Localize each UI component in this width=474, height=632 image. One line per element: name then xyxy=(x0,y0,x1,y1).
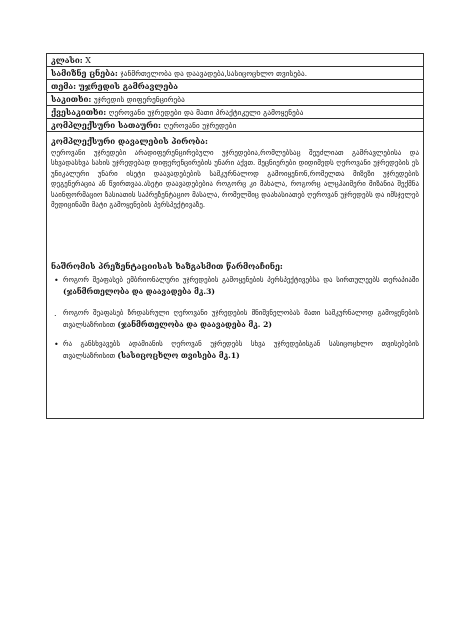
list-item-text: როგორ შეაფასებ ზრდასრული ღეროვანი უჯრედების მნიშვნელობას მათი სამკურნალოდ გამოყენების თვალსაზრისით xyxy=(63,309,419,329)
complex-title-label: კომპლექსური სათაური: xyxy=(51,120,162,130)
class-row xyxy=(47,54,423,67)
subquestion-row xyxy=(47,106,423,119)
class-value: X xyxy=(85,56,91,65)
objective-value: ჯანმრთელობა და დაავადება,სასიცოცხლო თვისება. xyxy=(120,69,308,78)
list-item xyxy=(54,339,419,362)
list-item xyxy=(54,308,419,331)
complex-title-row xyxy=(47,119,423,132)
list-item-text: რა განსხვავებს ადამიანის ღეროვან უჯრედებს სხვა უჯრედებისგან სასიცოცხლო თვისებების თვალსაზრისით xyxy=(63,340,419,360)
subtopic-value: უჯრედის დიფერენცირება xyxy=(93,95,185,104)
bullet-icon: • xyxy=(54,340,59,349)
subtopic-label: საკითხი: xyxy=(51,94,92,104)
task-body: ღეროვანი უჯრედები არადიფერენცირებული უჯრედებია,რომლებსაც შეუძლიათ გამრავლებისა და სხვადასხვა სახის უჯრედებად დიფერენცირების უნარი აქვთ. მეცნიერები დიდიმედს ღეროვანი უჯრედების ეს უნიკალური უნარი ისეტი დაავადებების სამკურნალოდ გამოიყენონ,რომელთა მიზეზი უჯრედების დეგენერაცია ან წვირთვაა.ასეტი დაავადებებია როგორც კი მახალა, როგორც ალცჰაიმერი მიზანია შექმნა საინფორმაციო ზასიათის საპრეზენტაციო მასალა, რომელშიც დაახასიათებ ღეროვან უჯრედებს და იმსჯელებ მედიცინაში მატი გამოყენების პერსპექტივაზე. xyxy=(51,149,419,210)
topic-label: თემა: xyxy=(51,81,77,91)
list-item-reference: (ჯანმრთელობა და დაავადება მკ.3) xyxy=(63,287,215,296)
support-section xyxy=(51,261,419,272)
objective-row xyxy=(47,67,423,80)
class-label: კლასი: xyxy=(51,55,83,65)
task-section xyxy=(51,136,419,210)
list-item-reference: (სასიცოცხლო თვისება მკ.1) xyxy=(117,351,240,360)
subquestion-value: ღეროვანი უჯრედები და მათი პრაქტიკული გამოყენება xyxy=(108,108,304,117)
task-heading: კომპლექსური დავალების პირობა: xyxy=(51,136,209,146)
bullet-icon: . xyxy=(54,309,57,318)
objective-label: სამიზნე ცნება: xyxy=(51,68,118,78)
subquestion-label: ქვესაკითხი: xyxy=(51,107,107,117)
subtopic-row xyxy=(47,93,423,106)
complex-title-value: ღეროვანი უჯრედები xyxy=(163,121,237,130)
topic-value: უჯრედის გამრავლება xyxy=(78,81,179,91)
list-item-text: როგორ შეაფასებ ემბრიონალური უჯრედების გამოყენების პერსპექტივებსა და სირთულეებს თერაპიაში xyxy=(63,276,419,284)
bullet-icon: • xyxy=(54,276,59,285)
task-card xyxy=(46,53,424,419)
list-item-reference: (ჯანმრთელობა და დაავადება მკ. 2) xyxy=(117,320,272,329)
support-heading: ნაშრომის პრეზენტაციისას ხაზგასმით წარმოაჩინე: xyxy=(51,261,283,271)
topic-row xyxy=(47,80,423,93)
list-item xyxy=(54,275,419,298)
